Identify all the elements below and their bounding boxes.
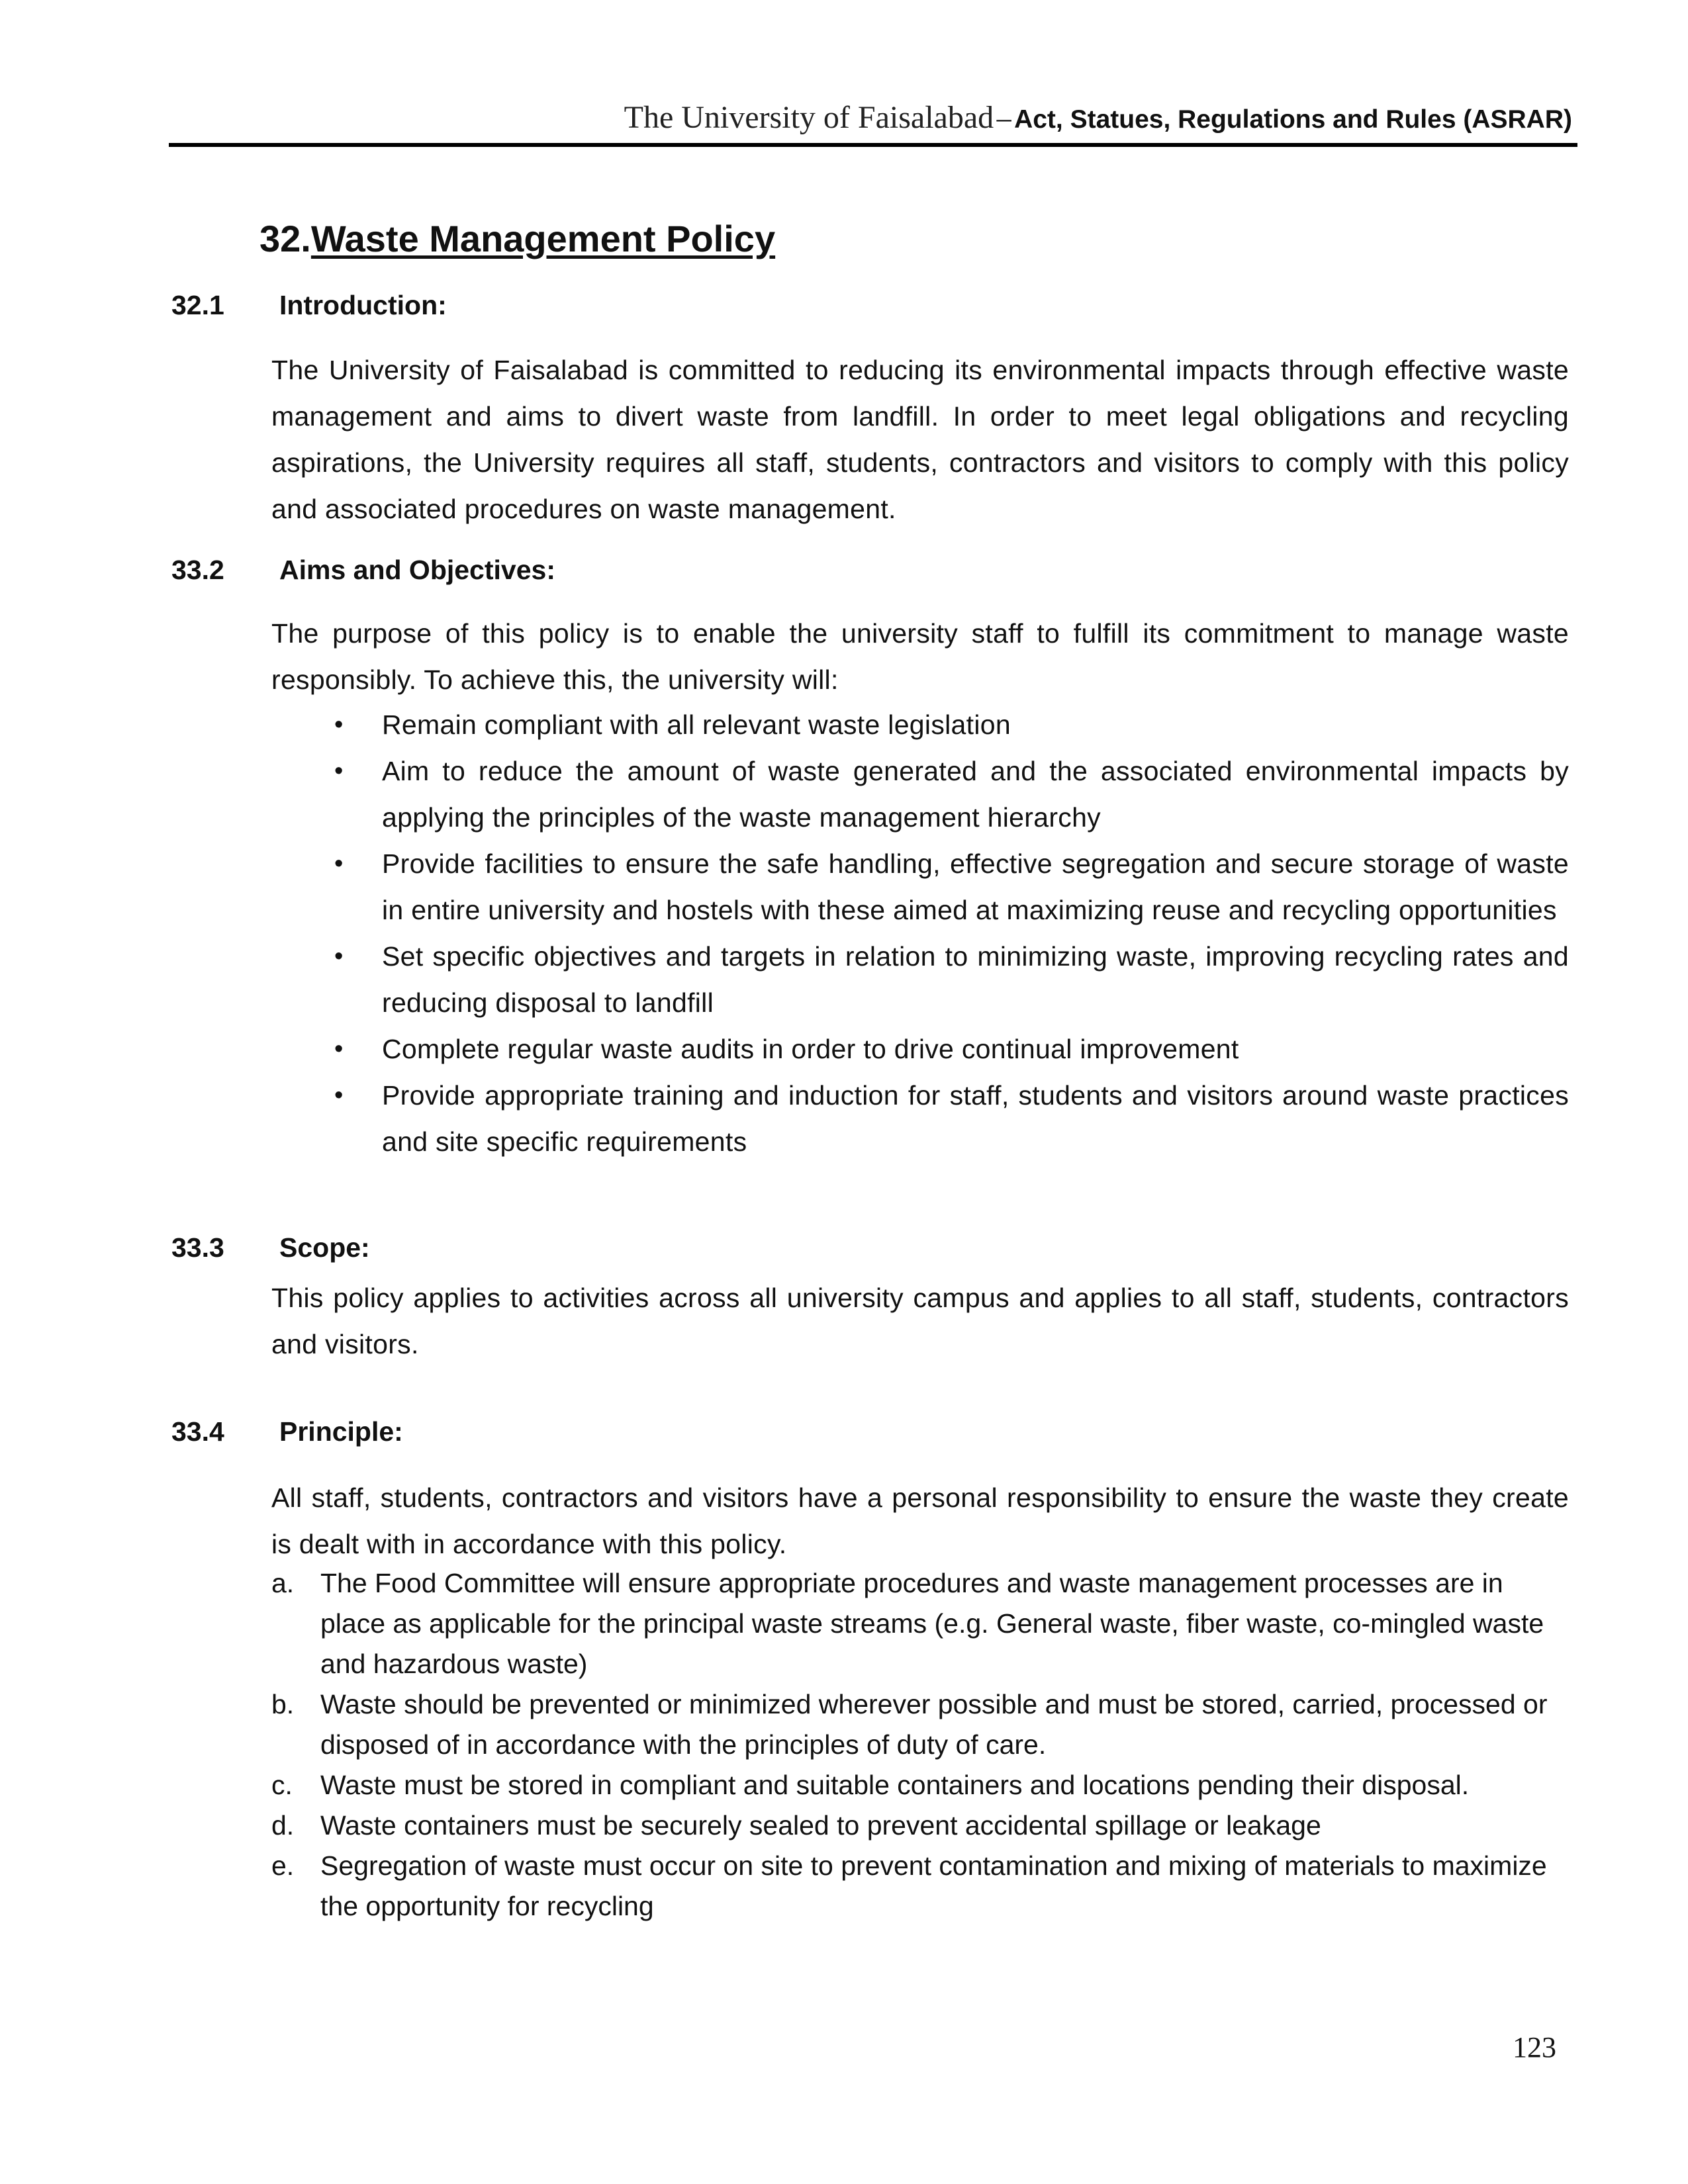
list-item-letter: a. — [271, 1568, 295, 1598]
list-item — [271, 1765, 1569, 1805]
list-item-text: Aim to reduce the amount of waste generated and the associated environmental impacts by applying the principles of the waste management hierarchy — [382, 756, 1569, 833]
section-title: Introduction: — [279, 290, 447, 320]
list-item — [271, 1805, 1569, 1846]
bullet-icon: • — [334, 942, 344, 970]
principle-paragraph: All staff, students, contractors and visitors have a personal responsibility to ensure the waste they create is dealt with in accordance with this policy. — [271, 1482, 1569, 1559]
list-item-text: Waste must be stored in compliant and suitable containers and locations pending their disposal. — [320, 1770, 1470, 1800]
list-item-text: The Food Committee will ensure appropriate procedures and waste management processes are in place as applicable for the principal waste streams (e.g. General waste, fiber waste, co-mingled waste and hazardous waste) — [320, 1568, 1544, 1679]
bullet-icon: • — [334, 1081, 344, 1109]
bullet-icon: • — [334, 711, 344, 739]
list-item-letter: d. — [271, 1810, 295, 1841]
section-number: 33.3 — [171, 1232, 224, 1263]
header-rule — [169, 143, 1577, 147]
introduction-paragraph: The University of Faisalabad is committed to reducing its environmental impacts through effective waste management and aims to divert waste from landfill. In order to meet legal obligations and recycling aspirations, the University requires all staff, students, contractors and visitors to comply with this policy and associated procedures on waste management. — [271, 355, 1569, 524]
aims-paragraph: The purpose of this policy is to enable the university staff to fulfill its commitment to manage waste responsibly. To achieve this, the university will: — [271, 618, 1569, 695]
section-number: 33.4 — [171, 1416, 224, 1447]
bullet-icon: • — [334, 1035, 344, 1063]
list-item — [334, 1072, 1569, 1165]
aims-bullet-list — [334, 702, 1569, 1165]
header-subtitle: Act, Statues, Regulations and Rules (ASRAR) — [1014, 105, 1572, 134]
running-header — [169, 99, 1572, 136]
section-heading-principle — [171, 1416, 403, 1447]
section-number: 32.1 — [171, 290, 224, 320]
list-item — [271, 1846, 1569, 1927]
list-item-text: Provide facilities to ensure the safe handling, effective segregation and secure storage of waste in entire university and hostels with these aimed at maximizing reuse and recycling opportunities — [382, 848, 1569, 925]
bullet-icon: • — [334, 757, 344, 785]
section-title: Aims and Objectives: — [279, 555, 555, 585]
list-item — [271, 1563, 1569, 1684]
list-item — [334, 841, 1569, 933]
scope-paragraph: This policy applies to activities across all university campus and applies to all staff, students, contractors and visitors. — [271, 1283, 1569, 1359]
list-item — [271, 1684, 1569, 1765]
principle-list — [271, 1563, 1569, 1927]
list-item-letter: e. — [271, 1850, 295, 1881]
header-dash: – — [996, 102, 1011, 134]
header-university: The University of Faisalabad — [624, 100, 994, 135]
list-item-letter: b. — [271, 1689, 295, 1719]
page-number: 123 — [1513, 2031, 1556, 2064]
page-title — [259, 217, 775, 260]
list-item — [334, 933, 1569, 1026]
title-number: 32. — [259, 218, 311, 259]
section-heading-introduction — [171, 290, 447, 321]
section-heading-aims — [171, 555, 555, 586]
list-item-text: Segregation of waste must occur on site to prevent contamination and mixing of materials to maximize the opportunity for recycling — [320, 1850, 1547, 1921]
list-item-letter: c. — [271, 1770, 293, 1800]
list-item-text: Remain compliant with all relevant waste legislation — [382, 709, 1011, 740]
list-item — [334, 748, 1569, 841]
list-item-text: Waste should be prevented or minimized wherever possible and must be stored, carried, processed or disposed of in accordance with the principles of duty of care. — [320, 1689, 1548, 1760]
section-number: 33.2 — [171, 555, 224, 585]
section-heading-scope — [171, 1232, 370, 1263]
bullet-icon: • — [334, 850, 344, 878]
list-item-text: Complete regular waste audits in order to drive continual improvement — [382, 1034, 1239, 1064]
list-item-text: Set specific objectives and targets in relation to minimizing waste, improving recycling rates and reducing disposal to landfill — [382, 941, 1569, 1018]
section-title: Principle: — [279, 1416, 403, 1447]
list-item-text: Waste containers must be securely sealed to prevent accidental spillage or leakage — [320, 1810, 1321, 1841]
section-title: Scope: — [279, 1232, 370, 1263]
list-item — [334, 702, 1569, 748]
title-text: Waste Management Policy — [310, 218, 776, 259]
list-item-text: Provide appropriate training and induction for staff, students and visitors around waste practices and site specific requirements — [382, 1080, 1569, 1157]
list-item — [334, 1026, 1569, 1072]
